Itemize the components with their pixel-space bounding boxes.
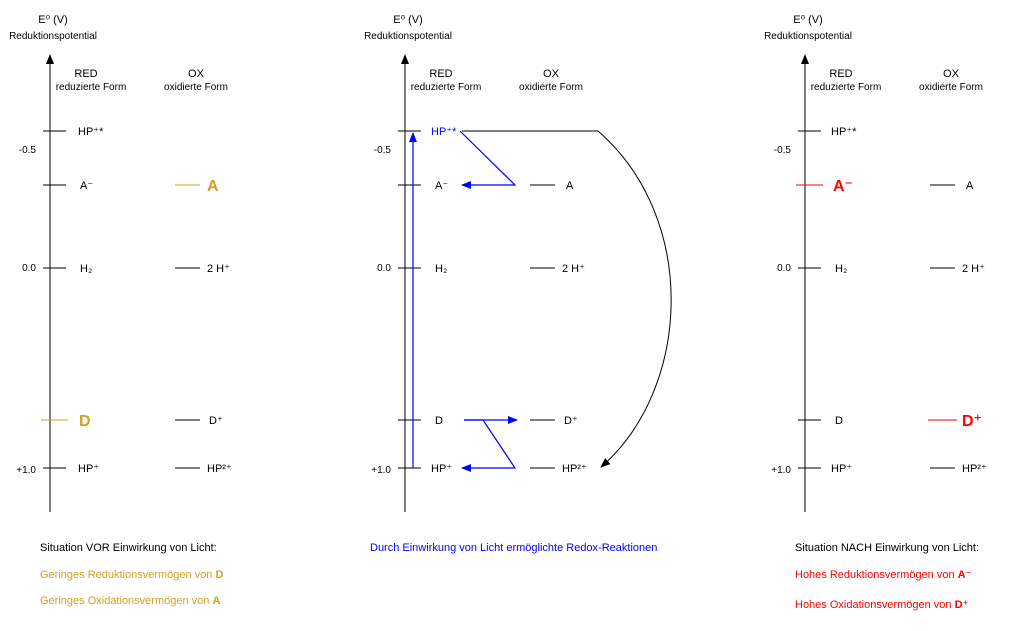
axis-title: E⁰ (V) [793, 14, 823, 26]
tick-label-zero: 0.0 [22, 263, 36, 274]
species-h2: H₂ [435, 263, 448, 275]
panel-light [364, 14, 671, 554]
species-hp-2plus: HP²⁺ [562, 463, 587, 475]
species-d: D [435, 415, 443, 427]
species-a: A [566, 180, 574, 192]
tick-label-minus-half: -0.5 [18, 145, 36, 156]
axis-title: E⁰ (V) [393, 14, 423, 26]
species-d-highlight: D [79, 413, 91, 430]
ox-subheader: oxidierte Form [164, 82, 228, 93]
note-after-reduction: Hohes Reduktionsvermögen von A⁻ [795, 569, 972, 581]
species-h2: H₂ [835, 263, 848, 275]
species-a-minus: A⁻ [435, 180, 449, 192]
species-hp-plus: HP⁺ [431, 463, 453, 475]
ox-subheader: oxidierte Form [919, 82, 983, 93]
axis-subtitle: Reduktionspotential [364, 31, 452, 42]
species-hp-2plus: HP²⁺ [962, 463, 987, 475]
red-header: RED [429, 68, 453, 80]
ox-header: OX [543, 68, 559, 80]
species-hp-plus: HP⁺ [78, 463, 100, 475]
species-2h: 2 H⁺ [562, 263, 585, 275]
red-header: RED [829, 68, 853, 80]
ox-header: OX [188, 68, 204, 80]
tick-label-plus-one: +1.0 [371, 465, 391, 476]
species-d: D [835, 415, 843, 427]
tick-label-plus-one: +1.0 [16, 465, 36, 476]
panel-before [9, 14, 232, 607]
tick-label-plus-one: +1.0 [771, 465, 791, 476]
note-before-reduction: Geringes Reduktionsvermögen von D [40, 569, 224, 581]
panel-after [764, 14, 987, 611]
ox-header: OX [943, 68, 959, 80]
reduction-path-arrow [460, 131, 515, 185]
species-d-plus: D⁺ [209, 415, 223, 427]
species-hp-star: HP⁺* [431, 126, 457, 138]
species-d-plus-highlight: D⁺ [962, 413, 982, 430]
species-a-minus: A⁻ [80, 180, 94, 192]
species-d-plus: D⁺ [564, 415, 578, 427]
axis-subtitle: Reduktionspotential [764, 31, 852, 42]
species-2h: 2 H⁺ [962, 263, 985, 275]
axis-subtitle: Reduktionspotential [9, 31, 97, 42]
species-a: A [966, 180, 974, 192]
note-after-oxidation: Hohes Oxidationsvermögen von D⁺ [795, 599, 969, 611]
ox-subheader: oxidierte Form [519, 82, 583, 93]
tick-label-zero: 0.0 [777, 263, 791, 274]
oxidation-path-arrow [462, 420, 515, 468]
note-before-oxidation: Geringes Oxidationsvermögen von A [40, 595, 221, 607]
caption-after: Situation NACH Einwirkung von Licht: [795, 542, 980, 554]
tick-label-minus-half: -0.5 [373, 145, 391, 156]
axis-title: E⁰ (V) [38, 14, 68, 26]
red-subheader: reduzierte Form [410, 82, 482, 93]
species-hp-star: HP⁺* [831, 126, 857, 138]
species-hp-star: HP⁺* [78, 126, 104, 138]
red-subheader: reduzierte Form [810, 82, 882, 93]
species-a-minus-highlight: A⁻ [833, 178, 853, 195]
red-header: RED [74, 68, 98, 80]
caption-before: Situation VOR Einwirkung von Licht: [40, 542, 217, 554]
species-hp-2plus: HP²⁺ [207, 463, 232, 475]
species-hp-plus: HP⁺ [831, 463, 853, 475]
tick-label-minus-half: -0.5 [773, 145, 791, 156]
species-a-highlight: A [207, 178, 219, 195]
tick-label-zero: 0.0 [377, 263, 391, 274]
species-h2: H₂ [80, 263, 93, 275]
caption-light: Durch Einwirkung von Licht ermöglichte Redox-Reaktionen [370, 542, 658, 554]
species-2h: 2 H⁺ [207, 263, 230, 275]
red-subheader: reduzierte Form [55, 82, 127, 93]
